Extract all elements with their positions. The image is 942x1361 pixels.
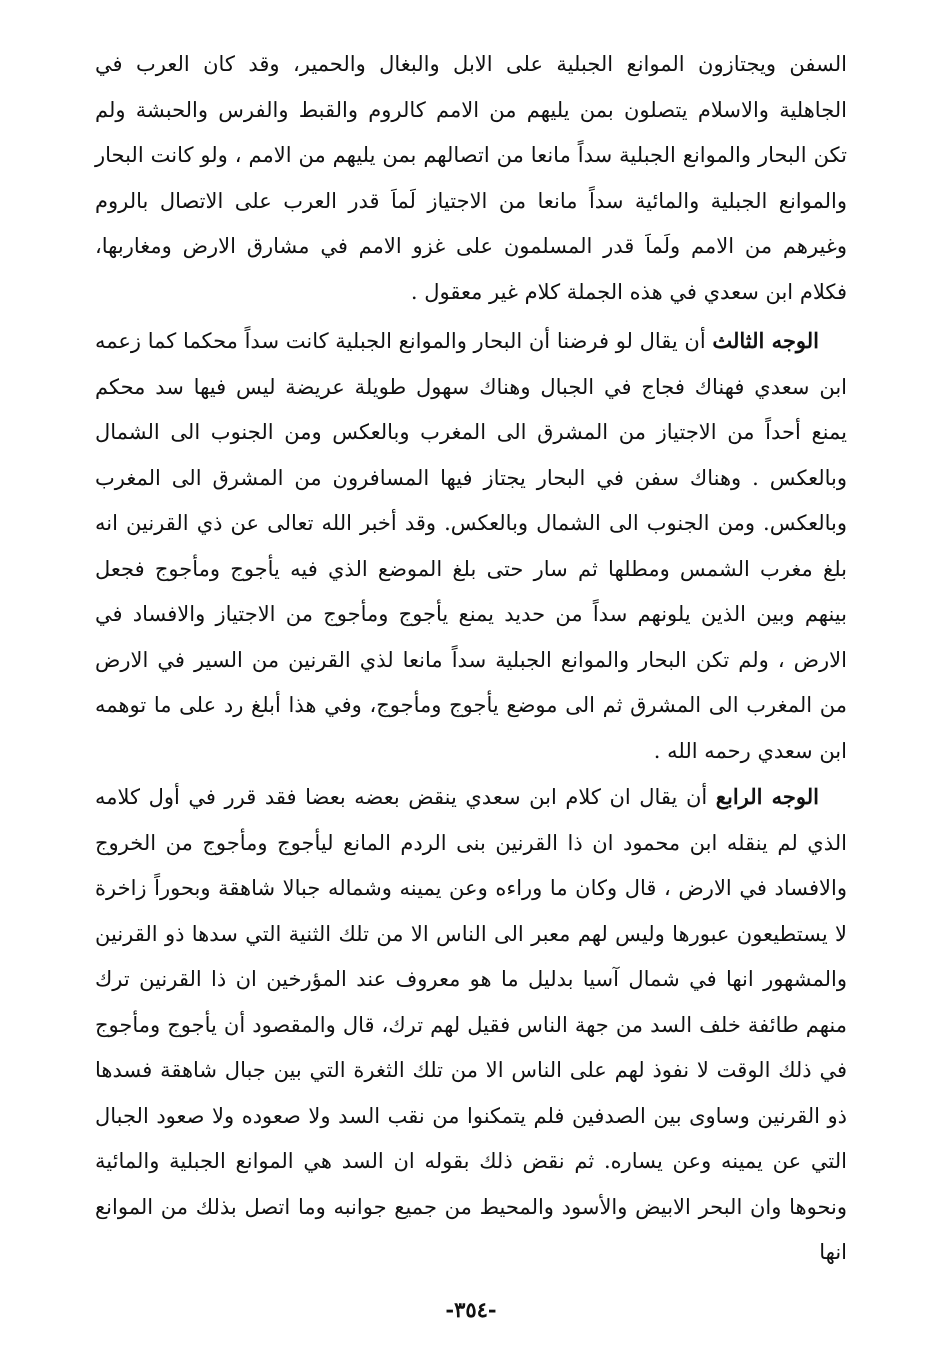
page-body bbox=[95, 42, 847, 1276]
paragraph-text: السفن ويجتازون الموانع الجبلية على الابل والبغال والحمير، وقد كان العرب في الجاهلية والاسلام يتصلون بمن يليهم من الامم كالروم والقبط والفرس والحبشة ولم تكن البحار والموانع الجبلية سداً مانعا من اتصالهم بمن يليهم من الامم ، ولو كانت البحار والموانع الجبلية والمائية سداً مانعا من الاجتياز لَماَ قدر العرب على الاتصال بالروم وغيرهم من الامم ولَماَ قدر المسلمون على غزو الامم في مشارق الارض ومغاربها، فكلام ابن سعدي في هذه الجملة كلام غير معقول . bbox=[95, 52, 847, 304]
section-heading: الوجه الرابع bbox=[715, 784, 819, 809]
paragraph-third-aspect bbox=[95, 318, 847, 774]
paragraph-fourth-aspect bbox=[95, 774, 847, 1276]
paragraph-text: أن يقال لو فرضنا أن البحار والموانع الجبلية كانت سداً محكما كما زعمه ابن سعدي فهناك فجاج في الجبال وهناك سهول طويلة عريضة ليس فيها سد محكم يمنع أحداً من الاجتياز من المشرق الى المغرب وبالعكس ومن الجنوب الى الشمال وبالعكس . وهناك سفن في البحار يجتاز فيها المسافرون من المشرق الى المغرب وبالعكس. ومن الجنوب الى الشمال وبالعكس. وقد أخبر الله تعالى عن ذي القرنين انه بلغ مغرب الشمس ومطلها ثم سار حتى بلغ الموضع الذي فيه يأجوج ومأجوج فجعل بينهم وبين الذين يلونهم سداً من حديد يمنع يأجوج ومأجوج من الاجتياز والافساد في الارض ، ولم تكن البحار والموانع الجبلية سداً مانعا لذي القرنين من السير في الارض من المغرب الى المشرق ثم الى موضع يأجوج ومأجوج، وفي هذا أبلغ رد على ما توهمه ابن سعدي رحمه الله . bbox=[95, 329, 847, 763]
section-heading: الوجه الثالث bbox=[712, 328, 820, 353]
page-number: -٣٥٤- bbox=[445, 1297, 497, 1322]
paragraph-continuation bbox=[95, 42, 847, 315]
paragraph-text: أن يقال ان كلام ابن سعدي ينقض بعضه بعضا فقد قرر في أول كلامه الذي لم ينقله ابن محمود ان ذا القرنين بنى الردم المانع ليأجوج ومأجوج من الخروج والافساد في الارض ، قال وكان ما وراءه وعن يمينه وشماله جبالا شاهقة وبحوراً زاخرة لا يستطيعون عبورها وليس لهم معبر الى الناس الا من تلك الثنية التي سدها ذو القرنين والمشهور انها في شمال آسيا بدليل ما هو معروف عند المؤرخين ان ذا القرنين ترك منهم طائفة خلف السد من جهة الناس فقيل لهم ترك، قال والمقصود أن يأجوج ومأجوج في ذلك الوقت لا نفوذ لهم على الناس الا من تلك الثغرة التي بين جبال شاهقة فسدها ذو القرنين وساوى بين الصدفين فلم يتمكنوا من نقب السد ولا صعوده ولا صعود الجبال التي عن يمينه وعن يساره. ثم نقض ذلك بقوله ان السد هي الموانع الجبلية والمائية ونحوها وان البحر الابيض والأسود والمحيط من جميع جوانبه وما اتصل بذلك من الموانع انها bbox=[95, 785, 847, 1264]
